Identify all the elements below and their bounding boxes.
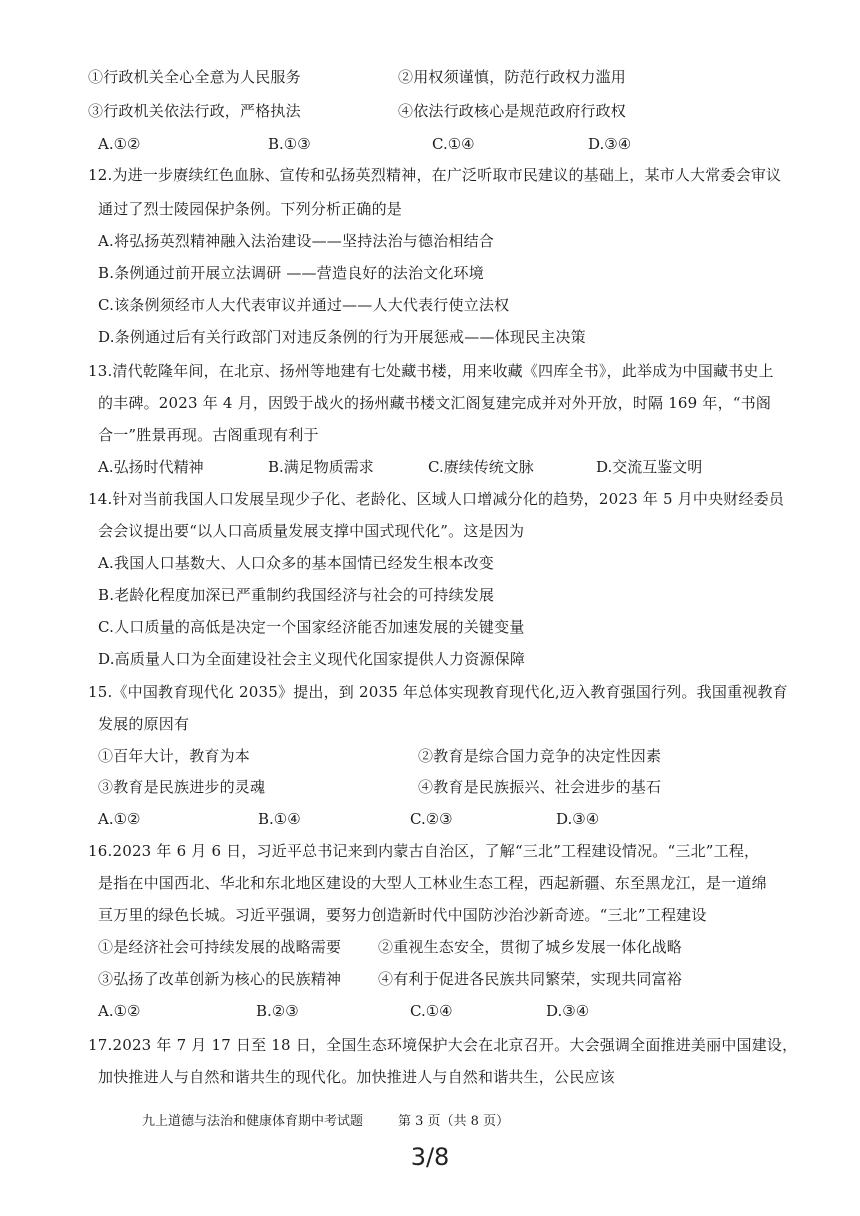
q11-option-b: B.①③	[268, 135, 311, 153]
q15-statement-3: ③教育是民族进步的灵魂	[98, 778, 266, 796]
q12-option-b: B.条例通过前开展立法调研 ——营造良好的法治文化环境	[98, 264, 484, 282]
q14-option-c: C.人口质量的高低是决定一个国家经济能否加速发展的关键变量	[98, 618, 525, 636]
q15-statement-2: ②教育是综合国力竞争的决定性因素	[418, 747, 662, 765]
q11-option-c: C.①④	[432, 135, 475, 153]
q11-statement-4: ④依法行政核心是规范政府行政权	[398, 102, 627, 120]
q14-stem-line-1: 14.针对当前我国人口发展呈现少子化、老龄化、区域人口增减分化的趋势，2023 年 5 月中央财经委员	[88, 490, 785, 508]
q16-statement-1: ①是经济社会可持续发展的战略需要	[98, 938, 342, 956]
q11-statement-3: ③行政机关依法行政，严格执法	[88, 102, 301, 120]
q16-option-b: B.②③	[256, 1002, 299, 1020]
q13-stem-line-1: 13.清代乾隆年间，在北京、扬州等地建有七处藏书楼，用来收藏《四库全书》，此举成为中国藏书史上	[88, 362, 774, 380]
q13-option-b: B.满足物质需求	[268, 458, 374, 476]
q14-option-b: B.老龄化程度加深已严重制约我国经济与社会的可持续发展	[98, 586, 495, 604]
q16-statement-4: ④有利于促进各民族共同繁荣，实现共同富裕	[378, 970, 683, 988]
footer-page-number: 第 3 页（共 8 页）	[398, 1114, 510, 1129]
q13-option-a: A.弘扬时代精神	[98, 458, 204, 476]
q12-option-d: D.条例通过后有关行政部门对违反条例的行为开展惩戒——体现民主决策	[98, 328, 586, 346]
q16-option-a: A.①②	[98, 1002, 141, 1020]
q15-stem-line-2: 发展的原因有	[98, 715, 190, 733]
q13-stem-line-2: 的丰碑。2023 年 4 月，因毁于战火的扬州藏书楼文汇阁复建完成并对外开放，时隔 169 年，“书阁	[98, 394, 772, 412]
q15-option-d: D.③④	[556, 810, 600, 828]
q11-option-a: A.①②	[98, 135, 141, 153]
page-indicator: 3/8	[410, 1143, 450, 1171]
q14-stem-line-2: 会会议提出要“以人口高质量发展支撑中国式现代化”。这是因为	[98, 522, 525, 540]
q16-option-c: C.①④	[410, 1002, 453, 1020]
q14-option-d: D.高质量人口为全面建设社会主义现代化国家提供人力资源保障	[98, 650, 526, 668]
q15-statement-1: ①百年大计，教育为本	[98, 747, 251, 765]
q11-statement-2: ②用权须谨慎，防范行政权力滥用	[398, 68, 627, 86]
q12-option-c: C.该条例须经市人大代表审议并通过——人大代表行使立法权	[98, 296, 510, 314]
q16-statement-3: ③弘扬了改革创新为核心的民族精神	[98, 970, 342, 988]
q15-statement-4: ④教育是民族振兴、社会进步的基石	[418, 778, 662, 796]
q17-stem-line-2: 加快推进人与自然和谐共生的现代化。加快推进人与自然和谐共生，公民应该	[98, 1068, 615, 1086]
q14-option-a: A.我国人口基数大、人口众多的基本国情已经发生根本改变	[98, 554, 495, 572]
q13-stem-line-3: 合一”胜景再现。古阁重现有利于	[98, 426, 319, 444]
q16-stem-line-3: 亘万里的绿色长城。习近平强调，要努力创造新时代中国防沙治沙新奇迹。“三北”工程建设	[98, 906, 707, 924]
footer-exam-title: 九上道德与法治和健康体育期中考试题	[142, 1114, 364, 1129]
q15-option-c: C.②③	[410, 810, 453, 828]
q15-stem-line-1: 15.《中国教育现代化 2035》提出，到 2035 年总体实现教育现代化,迈入教育强国行列。我国重视教育	[88, 683, 788, 701]
q16-stem-line-1: 16.2023 年 6 月 6 日，习近平总书记来到内蒙古自治区，了解“三北”工程建设情况。“三北”工程，	[88, 842, 760, 860]
q12-stem-line-1: 12.为进一步赓续红色血脉、宣传和弘扬英烈精神，在广泛听取市民建议的基础上，某市人大常委会审议	[88, 166, 782, 184]
q13-option-c: C.赓续传统文脉	[428, 458, 534, 476]
q15-option-a: A.①②	[98, 810, 141, 828]
q13-option-d: D.交流互鉴文明	[596, 458, 703, 476]
q17-stem-line-1: 17.2023 年 7 月 17 日至 18 日，全国生态环境保护大会在北京召开。大会强调全面推进美丽中国建设，	[88, 1036, 798, 1054]
q12-option-a: A.将弘扬英烈精神融入法治建设——坚持法治与德治相结合	[98, 232, 495, 250]
q11-option-d: D.③④	[588, 135, 632, 153]
q16-option-d: D.③④	[546, 1002, 590, 1020]
q12-stem-line-2: 通过了烈士陵园保护条例。下列分析正确的是	[98, 200, 403, 218]
q16-stem-line-2: 是指在中国西北、华北和东北地区建设的大型人工林业生态工程，西起新疆、东至黑龙江，是一道绵	[98, 874, 767, 892]
q16-statement-2: ②重视生态安全，贯彻了城乡发展一体化战略	[378, 938, 683, 956]
q15-option-b: B.①④	[258, 810, 301, 828]
q11-statement-1: ①行政机关全心全意为人民服务	[88, 68, 301, 86]
